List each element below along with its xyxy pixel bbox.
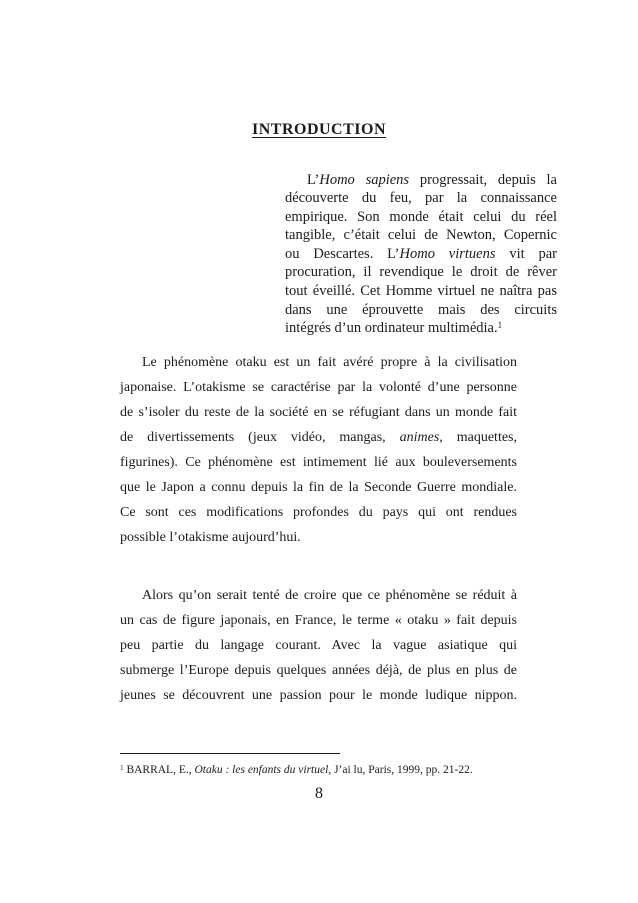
text-line xyxy=(285,245,557,264)
text-segment: tangible, c’était celui de Newton, Copernic xyxy=(285,227,557,244)
text-segment: possible l’otakisme aujourd’hui. xyxy=(120,530,301,545)
text-line xyxy=(120,350,517,375)
text-segment: de s’isoler du reste de la société en se réfugiant dans un monde fait xyxy=(120,405,517,420)
footnote-separator xyxy=(120,753,340,754)
block-quote xyxy=(285,171,557,339)
text-segment: Otaku : les enfants du virtuel xyxy=(194,764,329,776)
text-segment: intégrés d’un ordinateur multimédia. xyxy=(285,320,498,337)
footnote-ref-superscript: 1 xyxy=(120,763,124,772)
footnote-ref-superscript: 1 xyxy=(497,320,503,331)
text-segment: submerge l’Europe depuis quelques années déjà, de plus en plus de xyxy=(120,663,517,678)
text-line xyxy=(120,425,517,450)
text-segment: jeunes se découvrent une passion pour le monde ludique nippon. xyxy=(120,688,517,703)
page-number: 8 xyxy=(315,785,323,802)
text-segment: ou Descartes. L’ xyxy=(285,245,400,262)
text-segment: de divertissements (jeux vidéo, mangas, xyxy=(120,430,400,445)
paragraph-1 xyxy=(120,350,517,550)
text-line xyxy=(120,583,517,608)
text-line xyxy=(285,263,557,282)
page-title xyxy=(0,121,638,139)
text-segment: , J’ai lu, Paris, 1999, pp. 21-22. xyxy=(328,764,473,776)
text-line xyxy=(120,658,517,683)
text-line xyxy=(120,450,517,475)
text-segment: animes xyxy=(399,430,440,445)
text-segment: japonaise. L’otakisme se caractérise par la volonté d’une personne xyxy=(120,380,517,395)
text-segment: découverte du feu, par la connaissance xyxy=(285,190,557,207)
text-line xyxy=(120,683,517,708)
text-line xyxy=(285,171,557,190)
paragraph-2 xyxy=(120,583,517,708)
text-line xyxy=(285,319,557,339)
text-segment: empirique. Son monde était celui du réel xyxy=(285,208,557,225)
text-segment: L’ xyxy=(307,171,320,188)
text-segment: Homo virtuens xyxy=(399,245,496,262)
text-segment: figurines). Ce phénomène est intimement lié aux bouleversements xyxy=(120,455,517,470)
text-line xyxy=(120,375,517,400)
text-segment: progressait, depuis la xyxy=(409,171,557,188)
text-segment: procuration, il revendique le droit de rêver xyxy=(285,264,557,281)
text-line xyxy=(120,500,517,525)
text-segment: vit par xyxy=(495,245,557,262)
text-segment: un cas de figure japonais, en France, le terme « otaku » fait depuis xyxy=(120,613,517,628)
text-segment: que le Japon a connu depuis la fin de la Seconde Guerre mondiale. xyxy=(120,480,517,495)
text-line xyxy=(120,475,517,500)
text-line xyxy=(120,633,517,658)
text-line xyxy=(120,400,517,425)
text-line xyxy=(285,282,557,301)
text-segment: , maquettes, xyxy=(439,430,517,445)
text-segment: peu partie du langage courant. Avec la vague asiatique qui xyxy=(120,638,517,653)
page-title-text: INTRODUCTION xyxy=(251,121,386,138)
text-line xyxy=(285,301,557,320)
text-line xyxy=(285,226,557,245)
text-line xyxy=(120,525,517,550)
text-segment: Le phénomène otaku est un fait avéré propre à la civilisation xyxy=(142,355,517,370)
text-segment: tout éveillé. Cet Homme virtuel ne naîtra pas xyxy=(285,283,557,300)
text-segment: Ce sont ces modifications profondes du pays qui ont rendues xyxy=(120,505,517,520)
text-line xyxy=(120,608,517,633)
text-line xyxy=(285,208,557,227)
text-segment: BARRAL, E., xyxy=(123,764,195,776)
text-segment: Homo sapiens xyxy=(319,171,410,188)
text-segment: dans une éprouvette mais des circuits xyxy=(285,301,557,318)
footnote xyxy=(120,762,525,779)
text-line xyxy=(285,189,557,208)
text-line xyxy=(120,762,525,779)
text-segment: Alors qu’on serait tenté de croire que ce phénomène se réduit à xyxy=(142,588,517,603)
